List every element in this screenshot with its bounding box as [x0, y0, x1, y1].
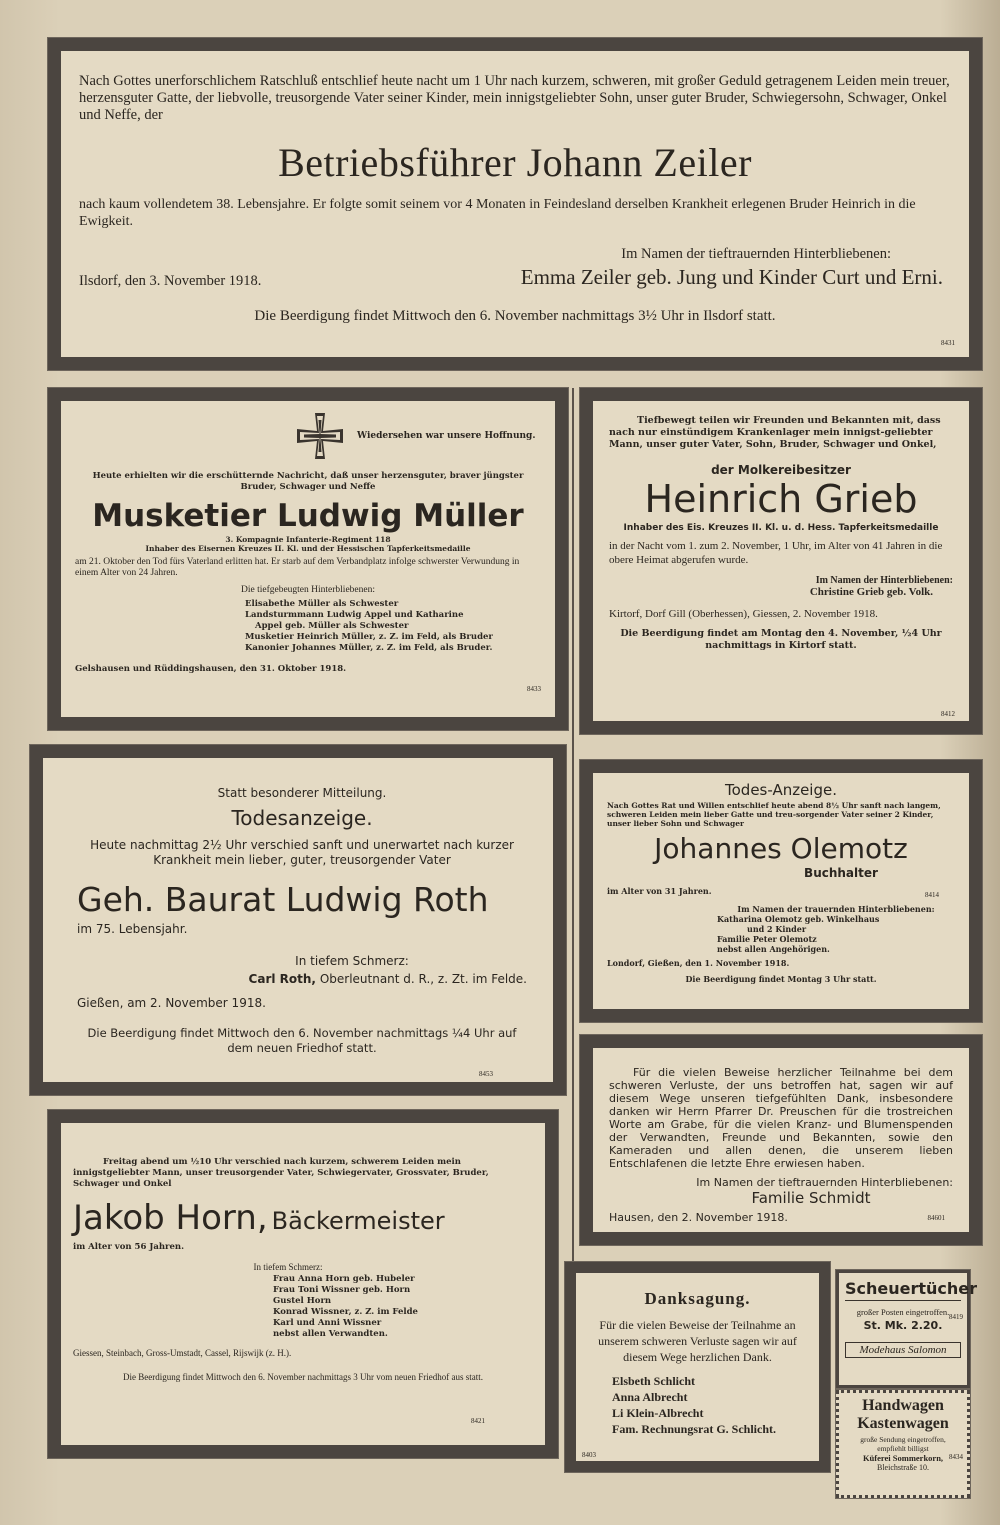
- mourners-names: Familie Schmidt: [751, 1189, 871, 1207]
- mourner: Kanonier Johannes Müller, z. Z. im Feld, als Bruder.: [245, 643, 493, 653]
- deceased-name: Geh. Baurat Ludwig Roth: [77, 880, 489, 919]
- mourner-name: Carl Roth,: [248, 972, 316, 986]
- obituary-horn: [48, 1110, 558, 1458]
- ad-code: 8412: [941, 710, 955, 718]
- deceased-title: Buchhalter: [804, 866, 878, 880]
- decoration: Inhaber des Eisernen Kreuzes II. Kl. und der Hessischen Tapferkeitsmedaille: [145, 544, 471, 553]
- mourners-label: In tiefem Schmerz:: [295, 954, 409, 968]
- signatory: Anna Albrecht: [612, 1390, 688, 1404]
- mourners-label: Im Namen der Hinterbliebenen:: [815, 575, 953, 586]
- mourner: Familie Peter Olemotz: [717, 934, 817, 944]
- mourner: Elisabethe Müller als Schwester: [245, 599, 399, 609]
- mourner: Musketier Heinrich Müller, z. Z. im Feld, als Bruder: [245, 632, 493, 642]
- place-date: Ilsdorf, den 3. November 1918.: [79, 273, 262, 289]
- mourner: Gustel Horn: [273, 1296, 332, 1306]
- ad-code: 8421: [471, 1417, 485, 1425]
- heading: Danksagung.: [644, 1289, 751, 1308]
- deceased-name: Musketier Ludwig Müller: [92, 498, 524, 534]
- mourner: Appel geb. Müller als Schwester: [255, 621, 409, 631]
- deceased-title: Bäckermeister: [271, 1207, 445, 1235]
- ad-code: 8431: [941, 339, 955, 347]
- mourners-names: Christine Grieb geb. Volk.: [809, 586, 933, 598]
- obituary-olemotz: [580, 760, 982, 1022]
- mourner: Katharina Olemotz geb. Winkelhaus: [717, 914, 880, 924]
- mourners-label: Im Namen der tieftrauernden Hinterbliebenen:: [621, 246, 891, 262]
- mourners-list: [245, 599, 541, 654]
- place-date: Kirtorf, Dorf Gill (Oberhessen), Giessen, 2. November 1918.: [609, 608, 878, 620]
- obituary-grieb: [580, 388, 982, 734]
- motto: Wiedersehen war unsere Hoffnung.: [357, 431, 536, 441]
- mourner: Frau Toni Wissner geb. Horn: [273, 1285, 411, 1295]
- funeral-info: Die Beerdigung findet Mittwoch den 6. November nachmittags 3½ Uhr in Ilsdorf statt.: [254, 308, 776, 324]
- age: im Alter von 56 Jahren.: [73, 1242, 185, 1252]
- ad-code: 8419: [949, 1313, 963, 1321]
- obituary-intro: Tiefbewegt teilen wir Freunden und Bekannten mit, dass nach nur einstündigem Krankenlager mein innigst-geliebter Mann, unser guter Vater, Sohn, Bruder, Schwager und Onkel,: [609, 415, 941, 450]
- ad-price: St. Mk. 2.20.: [863, 1319, 943, 1332]
- deceased-name: Betriebsführer Johann Zeiler: [278, 140, 752, 185]
- funeral-info: Die Beerdigung findet Mittwoch den 6. November nachmittags ¼4 Uhr auf dem neuen Friedhof statt.: [87, 1026, 517, 1055]
- mourner: nebst allen Verwandten.: [273, 1329, 388, 1339]
- obituary-intro: Nach Gottes Rat und Willen entschlief heute abend 8½ Uhr sanft nach langem, schweren Leiden mein lieber Gatte und treu-sorgender Vater seiner 2 Kinder, unser lieber Sohn und Schwager: [607, 801, 941, 828]
- signatory: Li Klein-Albrecht: [612, 1406, 704, 1420]
- ad-company: Küferei Sommerkorn,: [862, 1453, 944, 1463]
- ad-line: großer Posten eingetroffen.: [856, 1307, 950, 1317]
- obituary-text: in der Nacht vom 1. zum 2. November, 1 Uhr, im Alter von 41 Jahren in die obere Heimat abgerufen wurde.: [609, 540, 943, 566]
- thanks-text: Für die vielen Beweise der Teilnahme an unserem schweren Verluste sagen wir auf diesem Wege herzlichen Dank.: [598, 1318, 797, 1364]
- signatory: Elsbeth Schlicht: [612, 1374, 696, 1388]
- mourners-list: [273, 1274, 533, 1340]
- ad-code: 8433: [527, 685, 541, 693]
- mourner: und 2 Kinder: [747, 924, 807, 934]
- mourners-label: Im Namen der trauernden Hinterbliebenen:: [737, 904, 935, 914]
- mourners-label: In tiefem Schmerz:: [253, 1262, 323, 1272]
- ad-line: große Sendung eingetroffen,: [860, 1435, 946, 1444]
- iron-cross-icon: [295, 411, 345, 461]
- deceased-title: der Molkereibesitzer: [711, 463, 851, 477]
- obituary-text: nach kaum vollendetem 38. Lebensjahre. Er folgte somit seinem vor 4 Monaten in Feindesland derselben Krankheit erlegenen Bruder Heinrich in die Ewigkeit.: [79, 197, 916, 229]
- funeral-info: Die Beerdigung findet Montag 3 Uhr statt.: [685, 974, 877, 984]
- ad-scheuertuecher: [836, 1270, 978, 1388]
- mourner-rank: Oberleutnant d. R., z. Zt. im Felde.: [319, 972, 527, 986]
- ad-code: 8434: [949, 1453, 963, 1461]
- deceased-name: Jakob Horn,: [73, 1198, 268, 1238]
- thanks-text: Für die vielen Beweise herzlicher Teilnahme bei dem schweren Verluste, der uns betroffen hat, sagen wir auf diesem Wege unseren tiefgefühlten Dank, insbesondere danken wir Herrn Pfarrer Dr. Preuschen für die trostreichen Worte am Grabe, für die vielen Kranz- und Blumenspenden der Verwandten, Freunde und Bekannten, sowie den Kameraden und allen denen, die unserem lieben Entschlafenen die letzte Ehre erwiesen haben.: [609, 1066, 953, 1170]
- ad-handwagen: [836, 1390, 970, 1498]
- places: Giessen, Steinbach, Gross-Umstadt, Cassel, Rijswijk (z. H.).: [73, 1348, 292, 1358]
- signatory: Fam. Rechnungsrat G. Schlicht.: [612, 1422, 777, 1436]
- thanks-schlicht: [565, 1262, 830, 1472]
- obituary-zeiler: [48, 38, 982, 370]
- ad-heading: Handwagen: [862, 1397, 944, 1414]
- deceased-name: Johannes Olemotz: [654, 832, 908, 865]
- deceased-name: Heinrich Grieb: [644, 477, 918, 521]
- ad-code: 8403: [582, 1451, 596, 1459]
- signatories: [612, 1373, 807, 1437]
- mourners-names: Emma Zeiler geb. Jung und Kinder Curt und Erni.: [520, 265, 943, 289]
- obituary-text: am 21. Oktober den Tod fürs Vaterland erlitten hat. Er starb auf dem Verbandplatz infolge schwerster Verwundung in einem Alter von 24 Jahren.: [75, 557, 520, 578]
- mourners-line: [77, 972, 527, 986]
- heading: Todes-Anzeige.: [725, 781, 837, 799]
- mourner: Konrad Wissner, z. Z. im Felde: [273, 1307, 418, 1317]
- mourners-label: Die tiefgebeugten Hinterbliebenen:: [240, 585, 375, 595]
- ad-brand: Modehaus Salomon: [845, 1342, 961, 1358]
- ad-heading: Scheuertücher: [845, 1279, 961, 1301]
- ad-address: Bleichstraße 10.: [877, 1463, 929, 1472]
- mourner: Karl und Anni Wissner: [273, 1318, 382, 1328]
- ad-line: empfiehlt billigst: [877, 1444, 929, 1453]
- mourners-label: Im Namen der tieftrauernden Hinterbliebenen:: [696, 1176, 953, 1189]
- heading: Todesanzeige.: [231, 806, 373, 830]
- place-date: Gelshausen und Rüddingshausen, den 31. Oktober 1918.: [75, 664, 347, 674]
- obituary-intro: Nach Gottes unerforschlichem Ratschluß entschlief heute nacht um 1 Uhr nach kurzem, schweren, mit großer Geduld getragenem Leiden mein treuer, herzensguter Gatte, der liebvolle, treusorgende Vater seiner Kinder, mein innigstgeliebter Sohn, unser guter Bruder, Schwiegersohn, Schwager, Onkel und Neffe, der: [79, 73, 950, 123]
- header-note: Statt besonderer Mitteilung.: [217, 786, 387, 800]
- ad-code: 8453: [479, 1070, 493, 1078]
- ad-code: 8414: [925, 891, 939, 899]
- deceased-line: [73, 1198, 533, 1238]
- ad-heading: Kastenwagen: [857, 1415, 949, 1432]
- mourner: nebst allen Angehörigen.: [717, 944, 830, 954]
- age: im Alter von 31 Jahren.: [607, 886, 712, 896]
- ad-code: 84601: [927, 1214, 945, 1222]
- place-date: Hausen, den 2. November 1918.: [609, 1211, 788, 1224]
- decoration: Inhaber des Eis. Kreuzes II. Kl. u. d. Hess. Tapferkeitsmedaille: [623, 523, 939, 533]
- obituary-intro: Freitag abend um ½10 Uhr verschied nach kurzem, schwerem Leiden mein innigstgeliebter Mann, unser treusorgender Vater, Schwiegervater, Grossvater, Bruder, Schwager und Onkel: [73, 1157, 489, 1189]
- obituary-roth: [30, 745, 566, 1095]
- thanks-schmidt: [580, 1035, 982, 1245]
- mourner: Landsturmmann Ludwig Appel und Katharine: [245, 610, 464, 620]
- obituary-mueller: [48, 388, 568, 730]
- age: im 75. Lebensjahr.: [77, 922, 188, 936]
- mourners-list: [717, 914, 955, 954]
- place-date: Londorf, Gießen, den 1. November 1918.: [607, 958, 790, 968]
- funeral-info: Die Beerdigung findet Mittwoch den 6. November nachmittags 3 Uhr vom neuen Friedhof aus statt.: [123, 1372, 483, 1382]
- obituary-intro: Heute nachmittag 2½ Uhr verschied sanft und unerwartet nach kurzer Krankheit mein lieber, guter, treusorgender Vater: [90, 838, 514, 867]
- place-date: Gießen, am 2. November 1918.: [77, 996, 266, 1010]
- regiment: 3. Kompagnie Infanterie-Regiment 118: [225, 535, 391, 544]
- obituary-intro: Heute erhielten wir die erschütternde Nachricht, daß unser herzensguter, braver jüngster Bruder, Schwager und Neffe: [92, 471, 524, 492]
- funeral-info: Die Beerdigung findet am Montag den 4. November, ½4 Uhr nachmittags in Kirtorf statt.: [620, 628, 942, 651]
- mourner: Frau Anna Horn geb. Hubeler: [273, 1274, 415, 1284]
